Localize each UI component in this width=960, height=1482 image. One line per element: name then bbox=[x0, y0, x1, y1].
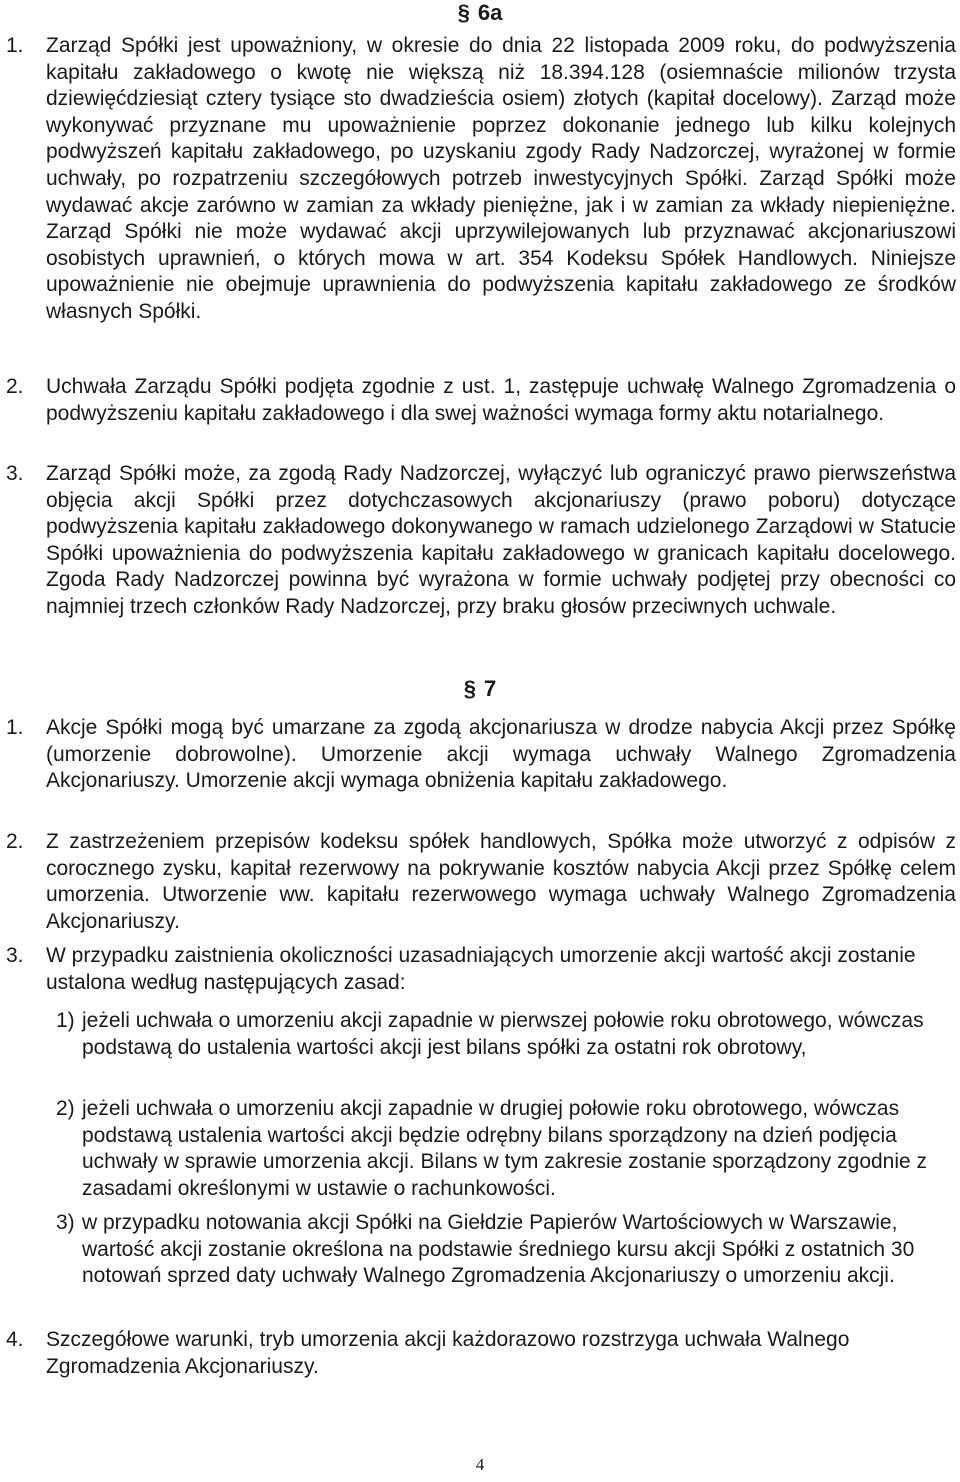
paragraph-text: Zarząd Spółki może, za zgodą Rady Nadzorczej, wyłączyć lub ograniczyć prawo pierwszeństwa objęcia akcji Spółki przez dotychczasowych akcjonariuszy (prawo poboru) dotyczące podwyższenia kapitału zakładowego dokonywanego w ramach udzielonego Zarządowi w Statucie Spółki upoważnienia do podwyższenia kapitału zakładowego w granicach kapitału docelowego. Zgoda Rady Nadzorczej powinna być wyrażona w formie uchwały podjętej przy obecności co najmniej trzech członków Rady Nadzorczej, przy braku głosów przeciwnych uchwale. bbox=[46, 462, 956, 618]
section-heading-6a bbox=[0, 0, 960, 26]
paragraph-number: 1. bbox=[6, 716, 24, 739]
paragraph-text: Z zastrzeżeniem przepisów kodeksu spółek handlowych, Spółka może utworzyć z odpisów z corocznego zysku, kapitał rezerwowy na pokrywanie kosztów nabycia Akcji przez Spółkę celem umorzenia. Utworzenie ww. kapitału rezerwowego wymaga uchwały Walnego Zgromadzenia Akcjonariuszy. bbox=[46, 830, 956, 933]
paragraph-text: Akcje Spółki mogą być umarzane za zgodą akcjonariusza w drodze nabycia Akcji przez Spółkę (umorzenie dobrowolne). Umorzenie akcji wymaga uchwały Walnego Zgromadzenia Akcjonariuszy. Umorzenie akcji wymaga obniżenia kapitału zakładowego. bbox=[46, 716, 956, 793]
section-number: 6a bbox=[477, 0, 503, 25]
paragraph-number: 1. bbox=[6, 34, 24, 57]
sub-item-number: 3) bbox=[56, 1211, 75, 1234]
section-sign: § bbox=[457, 0, 470, 25]
section-number: 7 bbox=[484, 676, 497, 701]
paragraph-number: 3. bbox=[6, 462, 24, 485]
paragraph-text: Szczegółowe warunki, tryb umorzenia akcji każdorazowo rozstrzyga uchwała Walnego Zgromadzenia Akcjonariuszy. bbox=[46, 1328, 850, 1378]
sub-item-text: jeżeli uchwała o umorzeniu akcji zapadnie w pierwszej połowie roku obrotowego, wówczas podstawą do ustalenia wartości akcji jest bilans spółki za ostatni rok obrotowy, bbox=[82, 1009, 924, 1059]
sub-item-number: 2) bbox=[56, 1097, 75, 1120]
sub-item-text: w przypadku notowania akcji Spółki na Giełdzie Papierów Wartościowych w Warszawie, wartość akcji zostanie określona na podstawie średniego kursu akcji Spółki z ostatnich 30 notowań sprzed daty uchwały Walnego Zgromadzenia Akcjonariuszy o umorzeniu akcji. bbox=[82, 1211, 915, 1288]
paragraph-number: 3. bbox=[6, 944, 24, 967]
section-sign: § bbox=[463, 676, 476, 701]
section-heading-7 bbox=[0, 676, 960, 702]
paragraph-number: 2. bbox=[6, 375, 24, 398]
paragraph-number: 4. bbox=[6, 1328, 24, 1351]
sub-item-number: 1) bbox=[56, 1009, 75, 1032]
paragraph-text: Uchwała Zarządu Spółki podjęta zgodnie z ust. 1, zastępuje uchwałę Walnego Zgromadzenia o podwyższeniu kapitału zakładowego i dla swej ważności wymaga formy aktu notarialnego. bbox=[46, 375, 956, 425]
page-number: 4 bbox=[475, 1455, 485, 1474]
sub-item-text: jeżeli uchwała o umorzeniu akcji zapadnie w drugiej połowie roku obrotowego, wówczas podstawą ustalenia wartości akcji będzie odrębny bilans sporządzony na dzień podjęcia uchwały w sprawie umorzenia akcji. Bilans w tym zakresie zostanie sporządzony zgodnie z zasadami określonymi w ustawie o rachunkowości. bbox=[82, 1097, 928, 1200]
paragraph-text: W przypadku zaistnienia okoliczności uzasadniających umorzenie akcji wartość akcji zostanie ustalona według następujących zasad: bbox=[46, 944, 916, 994]
paragraph-number: 2. bbox=[6, 830, 24, 853]
paragraph-text: Zarząd Spółki jest upoważniony, w okresie do dnia 22 listopada 2009 roku, do podwyższenia kapitału zakładowego o kwotę nie większą niż 18.394.128 (osiemnaście milionów trzysta dziewięćdziesiąt cztery tysiące sto dwadzieścia osiem) złotych (kapitał docelowy). Zarząd może wykonywać przyznane mu upoważnienie poprzez dokonanie jednego lub kilku kolejnych podwyższeń kapitału zakładowego, po uzyskaniu zgody Rady Nadzorczej, wyrażonej w formie uchwały, po rozpatrzeniu szczegółowych potrzeb inwestycyjnych Spółki. Zarząd Spółki może wydawać akcje zarówno w zamian za wkłady pieniężne, jak i w zamian za wkłady niepieniężne. Zarząd Spółki nie może wydawać akcji uprzywilejowanych lub przyznawać akcjonariuszowi osobistych uprawnień, o których mowa w art. 354 Kodeksu Spółek Handlowych. Niniejsze upoważnienie nie obejmuje uprawnienia do podwyższenia kapitału zakładowego ze środków własnych Spółki. bbox=[46, 34, 956, 323]
